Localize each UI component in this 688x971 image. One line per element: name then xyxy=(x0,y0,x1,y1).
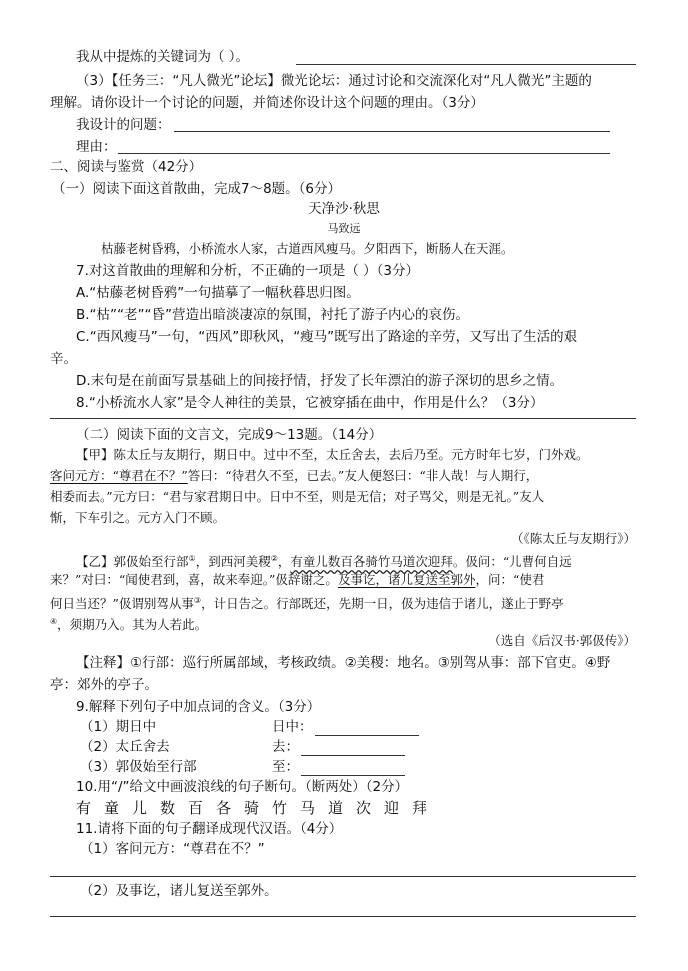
q10-sentence[interactable]: 有童儿数百各骑竹马道次迎拜 xyxy=(76,799,441,817)
jia-source: （《陈太丘与友期行》） xyxy=(510,531,636,546)
jia-underlined-sentence: 客问元方：“尊君在不？” xyxy=(50,468,188,483)
yi-line1: 【乙】郭伋始至行部①，到西河美稷②，有童儿数百各骑竹马道次迎拜。伋问：“儿曹何自远 xyxy=(76,554,572,570)
q10-stem: 10.用“/”给文中画波浪线的句子断句。（断两处）（2分） xyxy=(76,779,409,795)
q9-item2: （2）太丘舍去 xyxy=(80,739,170,755)
yi-wavy-sentence: 有童儿数百各骑竹马道次迎拜 xyxy=(290,554,453,570)
keyword-question: 我从中提炼的关键词为（ ）。 xyxy=(76,49,250,65)
section2-heading: 二、阅读与鉴赏（42分） xyxy=(50,159,203,175)
question-design-label: 我设计的问题： xyxy=(76,117,171,133)
yi-line4: ④，须期乃入。其为人若此。 xyxy=(50,617,208,633)
q7-option-a[interactable]: A.“枯藤老树昏鸦”一句描摹了一幅秋暮思归图。 xyxy=(76,285,360,301)
part1-intro: （一）阅读下面这首散曲，完成7～8题。（6分） xyxy=(52,181,342,197)
q7-option-d[interactable]: D.末句是在前面写景基础上的间接抒情，抒发了长年漂泊的游子深切的思乡之情。 xyxy=(76,373,564,389)
jia-line3: 相委而去。”元方曰：“君与家君期日中。日中不至，则是无信；对子骂父，则是无礼。”友人 xyxy=(50,489,545,504)
q11-item1: （1）客问元方：“尊君在不？” xyxy=(80,841,265,857)
jia-line2: 客问元方：“尊君在不？”答曰：“待君久不至，已去。”友人便怒曰：“非人哉！与人期行， xyxy=(50,468,539,483)
q9-item2-answer: 去： xyxy=(272,738,405,756)
task3-text-line1: （3）【任务三：“凡人微光”论坛】微光论坛：通过讨论和交流深化对“凡人微光”主题的 xyxy=(76,73,592,89)
poem-title: 天净沙·秋思 xyxy=(308,201,380,217)
question-design-answer-line[interactable] xyxy=(174,131,610,132)
q7-option-c[interactable]: C.“西风瘦马”一句，“西风”即秋风，“瘦马”既写出了路途的辛劳，又写出了生活的艰 xyxy=(76,329,578,345)
q9-stem: 9.解释下列句子中加点词的含义。（3分） xyxy=(76,699,321,715)
q7-stem: 7.对这首散曲的理解和分析，不正确的一项是（ ）（3分） xyxy=(76,263,420,279)
q9-item3-blank[interactable] xyxy=(301,761,405,776)
q11-stem: 11.请将下面的句子翻译成现代汉语。（4分） xyxy=(76,821,343,837)
q9-item3-answer: 至： xyxy=(272,758,405,776)
yi-underlined-sentence: 及事讫，诸儿复送至郭外 xyxy=(337,572,476,587)
notes-line1: 【注释】①行部：巡行所属部域，考核政绩。②美稷：地名。③别驾从事：部下官吏。④野 xyxy=(76,655,611,671)
task3-text-line2: 理解。请你设计一个讨论的问题，并简述你设计这个问题的理由。（3分） xyxy=(50,95,484,111)
q11-item2-answer-line[interactable] xyxy=(50,916,636,917)
yi-line2: 来？”对曰：“闻使君到，喜，故来奉迎。”伋辞谢之。及事讫，诸儿复送至郭外，问：“使君 xyxy=(50,572,545,587)
poem-author: 马致远 xyxy=(327,222,361,235)
jia-line1: 【甲】陈太丘与友期行，期日中。过中不至，太丘舍去，去后乃至。元方时年七岁，门外戏。 xyxy=(76,447,589,462)
jia-line4: 惭，下车引之。元方入门不顾。 xyxy=(50,510,226,525)
reason-answer-line[interactable] xyxy=(118,153,610,154)
q11-item1-answer-line[interactable] xyxy=(50,876,636,877)
q8-answer-line[interactable] xyxy=(50,418,636,419)
q9-item2-blank[interactable] xyxy=(301,741,405,756)
q9-item1-blank[interactable] xyxy=(315,721,419,736)
part2-intro: （二）阅读下面的文言文，完成9～13题。（14分） xyxy=(76,427,383,443)
reason-label: 理由： xyxy=(76,139,117,155)
q9-item3: （3）郭伋始至行部 xyxy=(80,759,197,775)
poem-body: 枯藤老树昏鸦，小桥流水人家，古道西风瘦马。夕阳西下，断肠人在天涯。 xyxy=(101,241,514,256)
keyword-answer-line[interactable] xyxy=(296,64,636,65)
q7-option-c-cont: 辛。 xyxy=(50,351,77,367)
q9-item1: （1）期日中 xyxy=(80,719,157,735)
q9-item1-answer: 日中： xyxy=(272,718,419,736)
q11-item2: （2）及事讫，诸儿复送至郭外。 xyxy=(80,883,278,899)
yi-line3: 何日当还？”伋谓别驾从事③，计日告之。行部既还，先期一日，伋为违信于诸儿，遂止于野亭 xyxy=(50,596,564,612)
yi-source: （选自《后汉书·郭伋传》） xyxy=(488,633,636,648)
q8-stem: 8.“小桥流水人家”是令人神往的美景，它被穿插在曲中，作用是什么？（3分） xyxy=(76,395,544,411)
notes-line2: 亭：郊外的亭子。 xyxy=(50,677,158,693)
q7-option-b[interactable]: B.“枯”“老”“昏”营造出暗淡凄凉的氛围，衬托了游子内心的哀伤。 xyxy=(76,307,470,323)
